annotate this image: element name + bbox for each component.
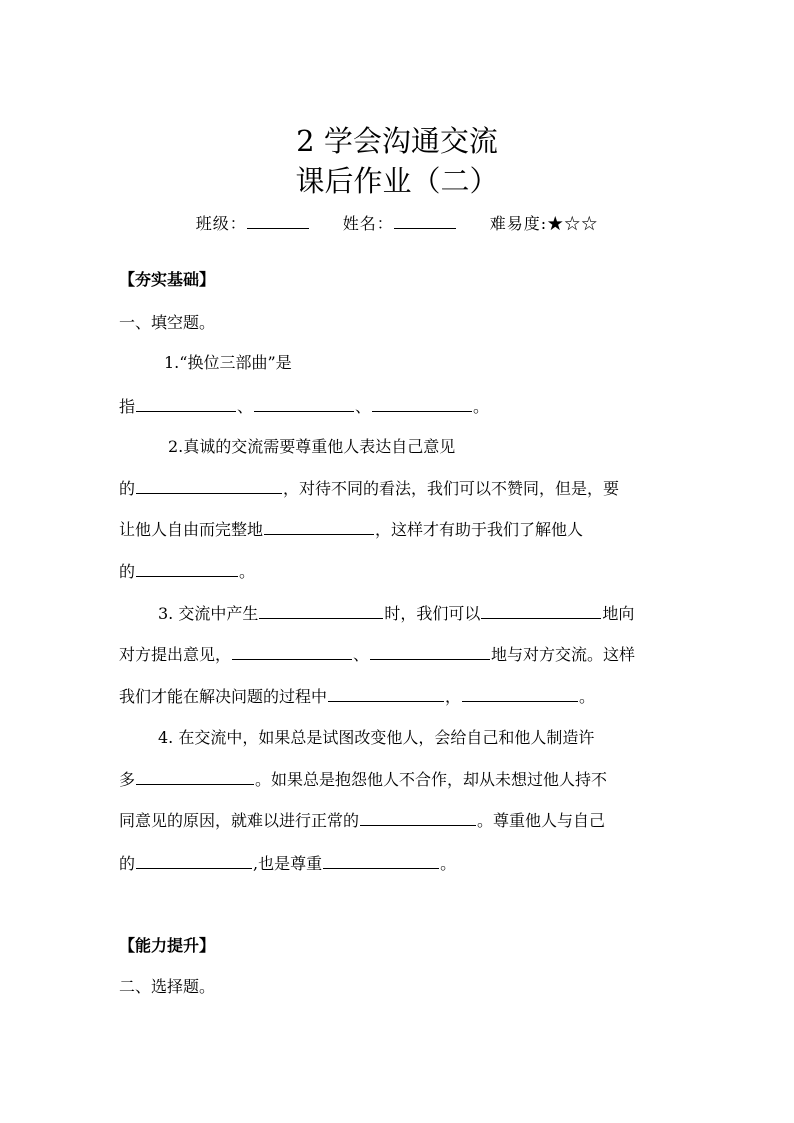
q4-blank-3[interactable] [136, 852, 252, 869]
q2-text-d: ，这样才有助于我们了解他人 [375, 520, 584, 539]
q3-end: 。 [579, 687, 596, 706]
q3-blank-2[interactable] [481, 602, 601, 619]
q3-text-a: 3. 交流中产生 [158, 604, 259, 623]
q4-text-e: 。尊重他人与自己 [477, 811, 606, 830]
q2-line3 [119, 515, 583, 545]
section-heading-improvement: 【能力提升】 [119, 936, 216, 955]
q3-comma: ， [445, 687, 462, 706]
q2-blank-3[interactable] [136, 560, 238, 577]
q4-text-d: 同意见的原因，就难以进行正常的 [119, 811, 360, 830]
q4-line4 [119, 849, 456, 879]
student-info-row [0, 209, 794, 239]
worksheet-subtitle: 课后作业（二） [295, 164, 499, 198]
q3-text-f: 我们才能在解决问题的过程中 [119, 687, 328, 706]
q3-blank-3[interactable] [232, 643, 352, 660]
q4-text-a: 4. 在交流中，如果总是试图改变他人，会给自己和他人制造许 [158, 728, 595, 747]
q2-text-c: 让他人自由而完整地 [119, 520, 264, 539]
q4-text-b: 多 [119, 770, 136, 789]
q3-blank-6[interactable] [462, 685, 578, 702]
q1-text: 1.“换位三部曲”是 [164, 353, 292, 372]
q3-blank-1[interactable] [259, 602, 383, 619]
q4-blank-2[interactable] [360, 809, 476, 826]
q4-text-f: 的 [119, 854, 136, 873]
q1-line2 [119, 392, 489, 422]
q3-blank-4[interactable] [370, 643, 490, 660]
q4-line3 [119, 806, 605, 836]
q4-line2 [119, 765, 607, 795]
q3-text-b: 时，我们可以 [384, 604, 481, 623]
q2-end: 。 [239, 562, 256, 581]
difficulty-stars: ★☆☆ [547, 214, 599, 233]
name-label: 姓名： [342, 214, 394, 233]
q4-end: 。 [440, 854, 457, 873]
q2-line1 [168, 432, 455, 462]
q1-blank-2[interactable] [254, 395, 354, 412]
name-blank[interactable] [394, 214, 456, 229]
q2-line2 [119, 474, 619, 504]
q1-text-prefix: 指 [119, 397, 136, 416]
q4-text-g: ,也是尊重 [253, 854, 323, 873]
class-label: 班级： [195, 214, 247, 233]
q4-line1 [158, 723, 594, 753]
q3-line2 [119, 640, 635, 670]
question-type-multiple-choice: 二、选择题。 [119, 977, 216, 996]
q2-blank-2[interactable] [264, 518, 374, 535]
q4-blank-1[interactable] [136, 768, 254, 785]
class-blank[interactable] [247, 214, 309, 229]
q2-text: 2.真诚的交流需要尊重他人表达自己意见 [168, 437, 456, 456]
q3-line1 [158, 599, 634, 629]
q1-blank-1[interactable] [136, 395, 236, 412]
q1-end: 。 [473, 397, 490, 416]
q2-text-a: 的 [119, 479, 136, 498]
q1-line1 [164, 348, 292, 378]
q4-text-c: 。如果总是抱怨他人不合作，却从未想过他人持不 [255, 770, 608, 789]
difficulty-label: 难易度: [489, 214, 548, 233]
q2-blank-1[interactable] [136, 477, 282, 494]
q1-separator-1: 、 [237, 397, 254, 416]
q3-line3 [119, 682, 595, 712]
question-type-fill-blank: 一、填空题。 [119, 313, 216, 332]
q4-blank-4[interactable] [323, 852, 439, 869]
q3-separator: 、 [353, 645, 370, 664]
q1-blank-3[interactable] [372, 395, 472, 412]
q3-text-e: 地与对方交流。这样 [491, 645, 636, 664]
section-heading-basics: 【夯实基础】 [119, 270, 216, 289]
q2-text-e: 的 [119, 562, 136, 581]
q2-line4 [119, 557, 255, 587]
worksheet-title: 2 学会沟通交流 [296, 124, 498, 158]
q3-blank-5[interactable] [328, 685, 444, 702]
q1-separator-2: 、 [355, 397, 372, 416]
q3-text-d: 对方提出意见， [119, 645, 232, 664]
q2-text-b: ，对待不同的看法，我们可以不赞同，但是，要 [283, 479, 620, 498]
q3-text-c: 地向 [602, 604, 635, 623]
